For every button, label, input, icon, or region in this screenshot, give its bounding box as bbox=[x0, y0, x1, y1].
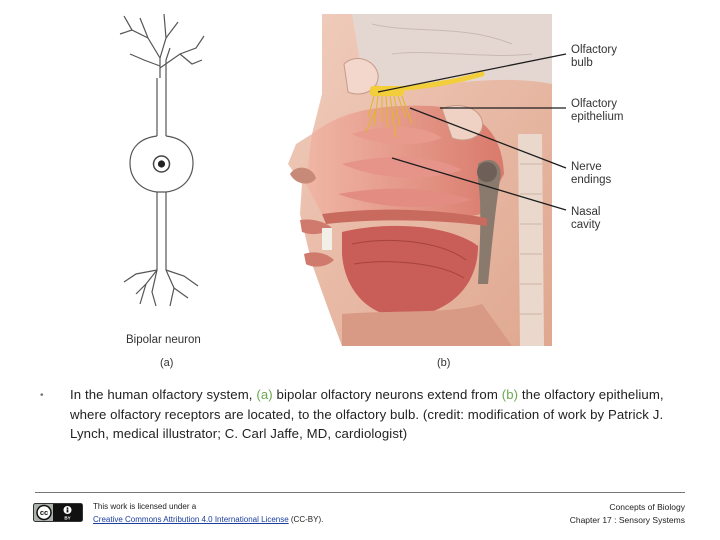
caption-text: In the human olfactory system, bbox=[70, 387, 257, 402]
callout-line: Olfactory bbox=[571, 98, 618, 110]
license-suffix: (CC-BY). bbox=[288, 515, 324, 524]
footer-divider bbox=[35, 492, 685, 493]
figure-caption bbox=[70, 385, 680, 444]
cc-by-license-icon[interactable] bbox=[33, 503, 83, 522]
callout-nasal-cavity bbox=[571, 206, 600, 232]
callout-line: Nerve bbox=[571, 161, 602, 173]
callout-line: cavity bbox=[571, 219, 601, 231]
license-link[interactable]: Creative Commons Attribution 4.0 International License bbox=[93, 515, 289, 524]
callout-line: epithelium bbox=[571, 111, 624, 123]
olfactory-anatomy-illustration bbox=[282, 14, 552, 346]
callout-line: endings bbox=[571, 174, 612, 186]
panel-label-a: (a) bbox=[160, 357, 174, 369]
cc-badge-text: cc bbox=[39, 508, 49, 518]
neuron-caption: Bipolar neuron bbox=[126, 334, 201, 346]
callout-line: Nasal bbox=[571, 206, 601, 218]
bullet-marker: • bbox=[40, 390, 44, 401]
license-line bbox=[93, 515, 323, 524]
license-text: This work is licensed under a bbox=[93, 502, 197, 511]
callout-line: Olfactory bbox=[571, 44, 618, 56]
callout-olfactory-epithelium bbox=[571, 98, 623, 124]
caption-text: the olfactory epithelium, where olfactory receptors are located, to the olfactory bulb. (credit: modification of work by Patrick J. Lynch, medical illustrator; C. Carl Jaffe, MD, cardiologist) bbox=[70, 387, 664, 441]
caption-text: bipolar olfactory neurons extend from bbox=[272, 387, 502, 402]
cc-badge-by: BY bbox=[64, 515, 71, 521]
caption-ref-b: (b) bbox=[501, 387, 519, 402]
chapter-title: Chapter 17 : Sensory Systems bbox=[569, 515, 685, 525]
callout-nerve-endings bbox=[571, 161, 611, 187]
panel-label-b: (b) bbox=[437, 357, 451, 369]
callout-olfactory-bulb bbox=[571, 44, 617, 70]
bipolar-neuron-illustration bbox=[100, 8, 240, 308]
callout-line: bulb bbox=[571, 57, 593, 69]
caption-ref-a: (a) bbox=[256, 387, 273, 402]
course-title: Concepts of Biology bbox=[609, 502, 685, 512]
